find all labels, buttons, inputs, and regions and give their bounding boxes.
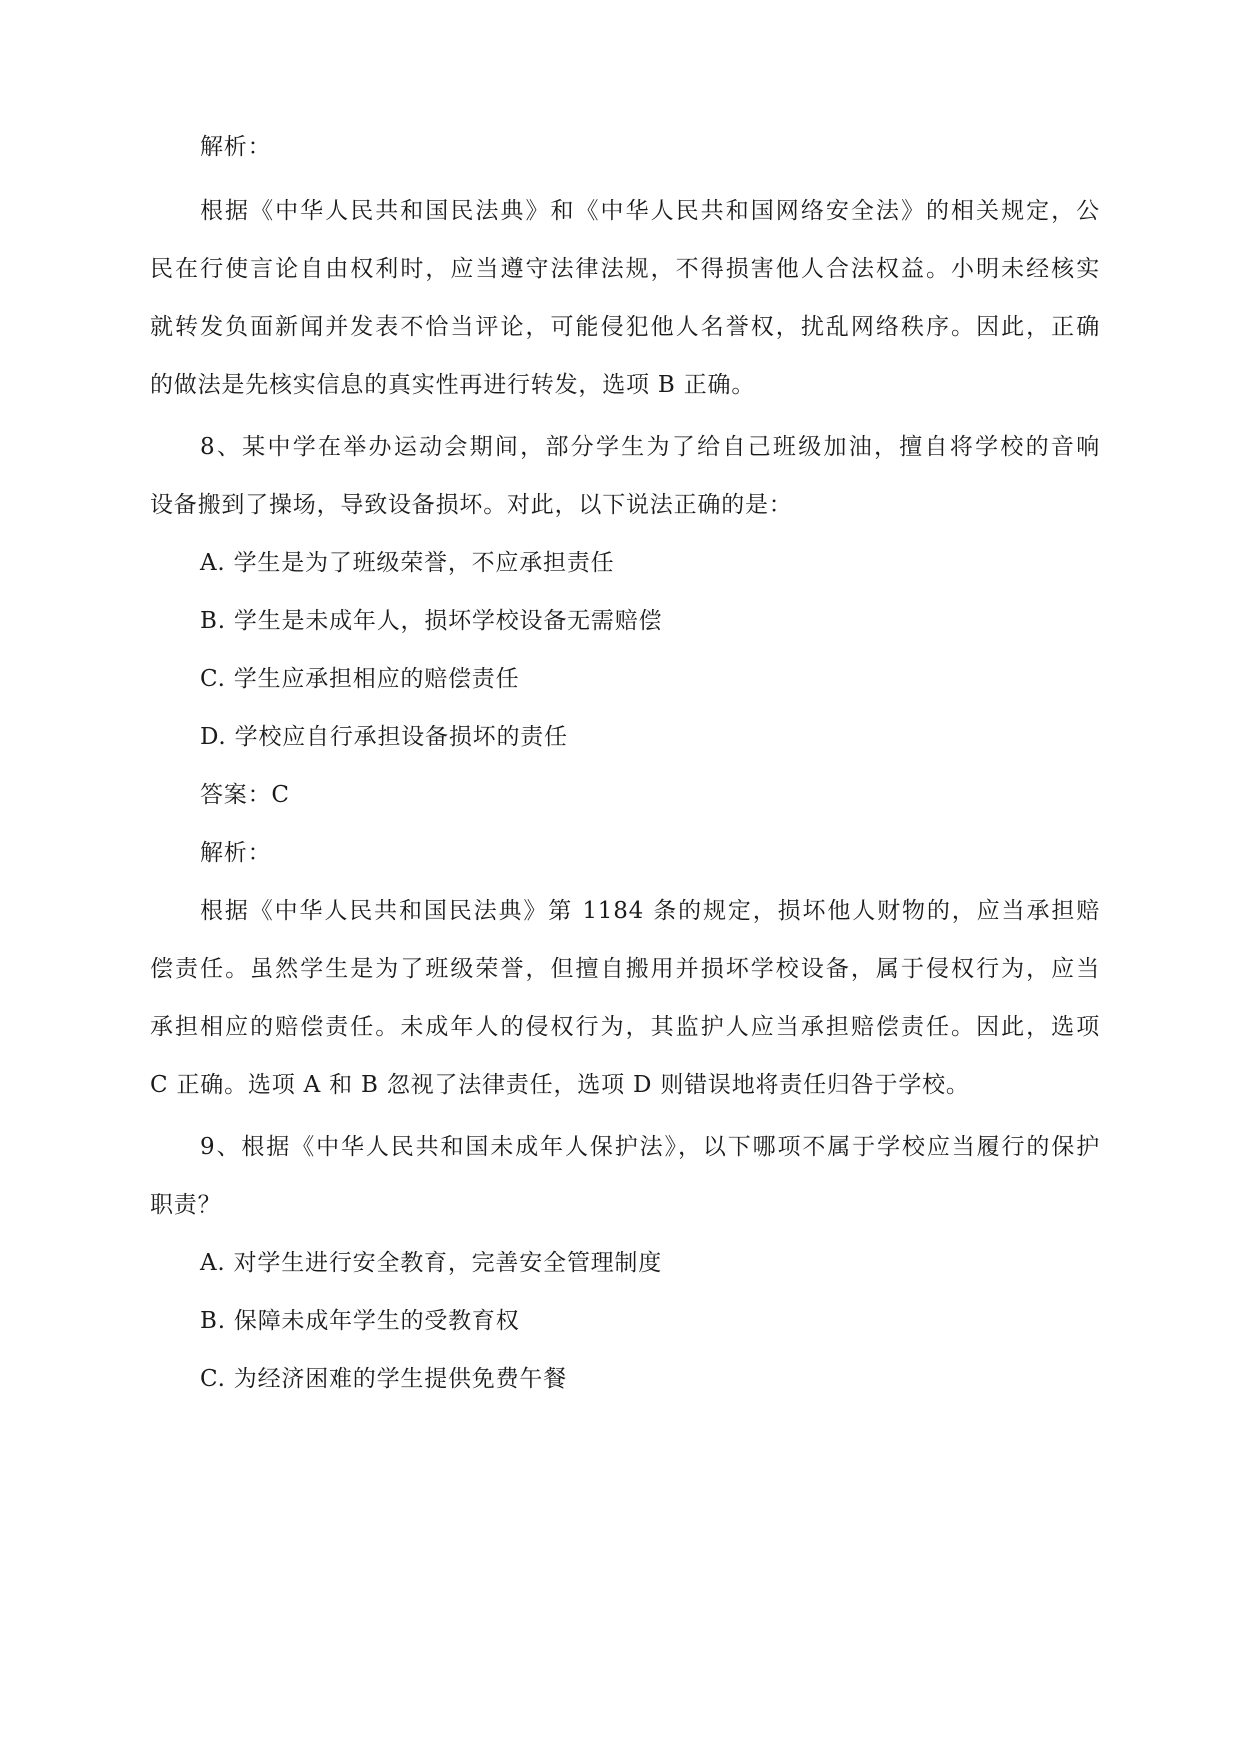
question-8-answer: 答案：C bbox=[200, 782, 290, 808]
analysis-paragraph-line: 就转发负面新闻并发表不恰当评论，可能侵犯他人名誉权，扰乱网络秩序。因此，正确 bbox=[150, 314, 1100, 340]
analysis-paragraph-line: 的做法是先核实信息的真实性再进行转发，选项 B 正确。 bbox=[150, 372, 756, 398]
question-8-option-b: B. 学生是未成年人，损坏学校设备无需赔偿 bbox=[200, 608, 663, 634]
question-8-text: 设备搬到了操场，导致设备损坏。对此，以下说法正确的是： bbox=[150, 492, 793, 518]
analysis-paragraph-line: 承担相应的赔偿责任。未成年人的侵权行为，其监护人应当承担赔偿责任。因此，选项 bbox=[150, 1014, 1100, 1040]
analysis-paragraph-line: 民在行使言论自由权利时，应当遵守法律法规，不得损害他人合法权益。小明未经核实 bbox=[150, 256, 1100, 282]
question-8-option-c: C. 学生应承担相应的赔偿责任 bbox=[200, 666, 520, 692]
question-9-option-a: A. 对学生进行安全教育，完善安全管理制度 bbox=[200, 1250, 663, 1276]
analysis-paragraph-line: 根据《中华人民共和国民法典》第 1184 条的规定，损坏他人财物的，应当承担赔 bbox=[200, 898, 1100, 924]
question-9-option-c: C. 为经济困难的学生提供免费午餐 bbox=[200, 1366, 568, 1392]
analysis-paragraph-line: C 正确。选项 A 和 B 忽视了法律责任，选项 D 则错误地将责任归咎于学校。 bbox=[150, 1072, 970, 1098]
analysis-paragraph-line: 偿责任。虽然学生是为了班级荣誉，但擅自搬用并损坏学校设备，属于侵权行为，应当 bbox=[150, 956, 1100, 982]
question-9-text: 职责？ bbox=[150, 1192, 222, 1218]
question-9-option-b: B. 保障未成年学生的受教育权 bbox=[200, 1308, 520, 1334]
analysis-heading: 解析： bbox=[200, 840, 272, 866]
question-8-option-d: D. 学校应自行承担设备损坏的责任 bbox=[200, 724, 568, 750]
question-8-option-a: A. 学生是为了班级荣誉，不应承担责任 bbox=[200, 550, 615, 576]
question-8-text: 8、某中学在举办运动会期间，部分学生为了给自己班级加油，擅自将学校的音响 bbox=[200, 434, 1100, 460]
question-9-text: 9、根据《中华人民共和国未成年人保护法》，以下哪项不属于学校应当履行的保护 bbox=[200, 1134, 1100, 1160]
analysis-paragraph-line: 根据《中华人民共和国民法典》和《中华人民共和国网络安全法》的相关规定，公 bbox=[200, 198, 1100, 224]
analysis-heading: 解析： bbox=[200, 134, 272, 160]
